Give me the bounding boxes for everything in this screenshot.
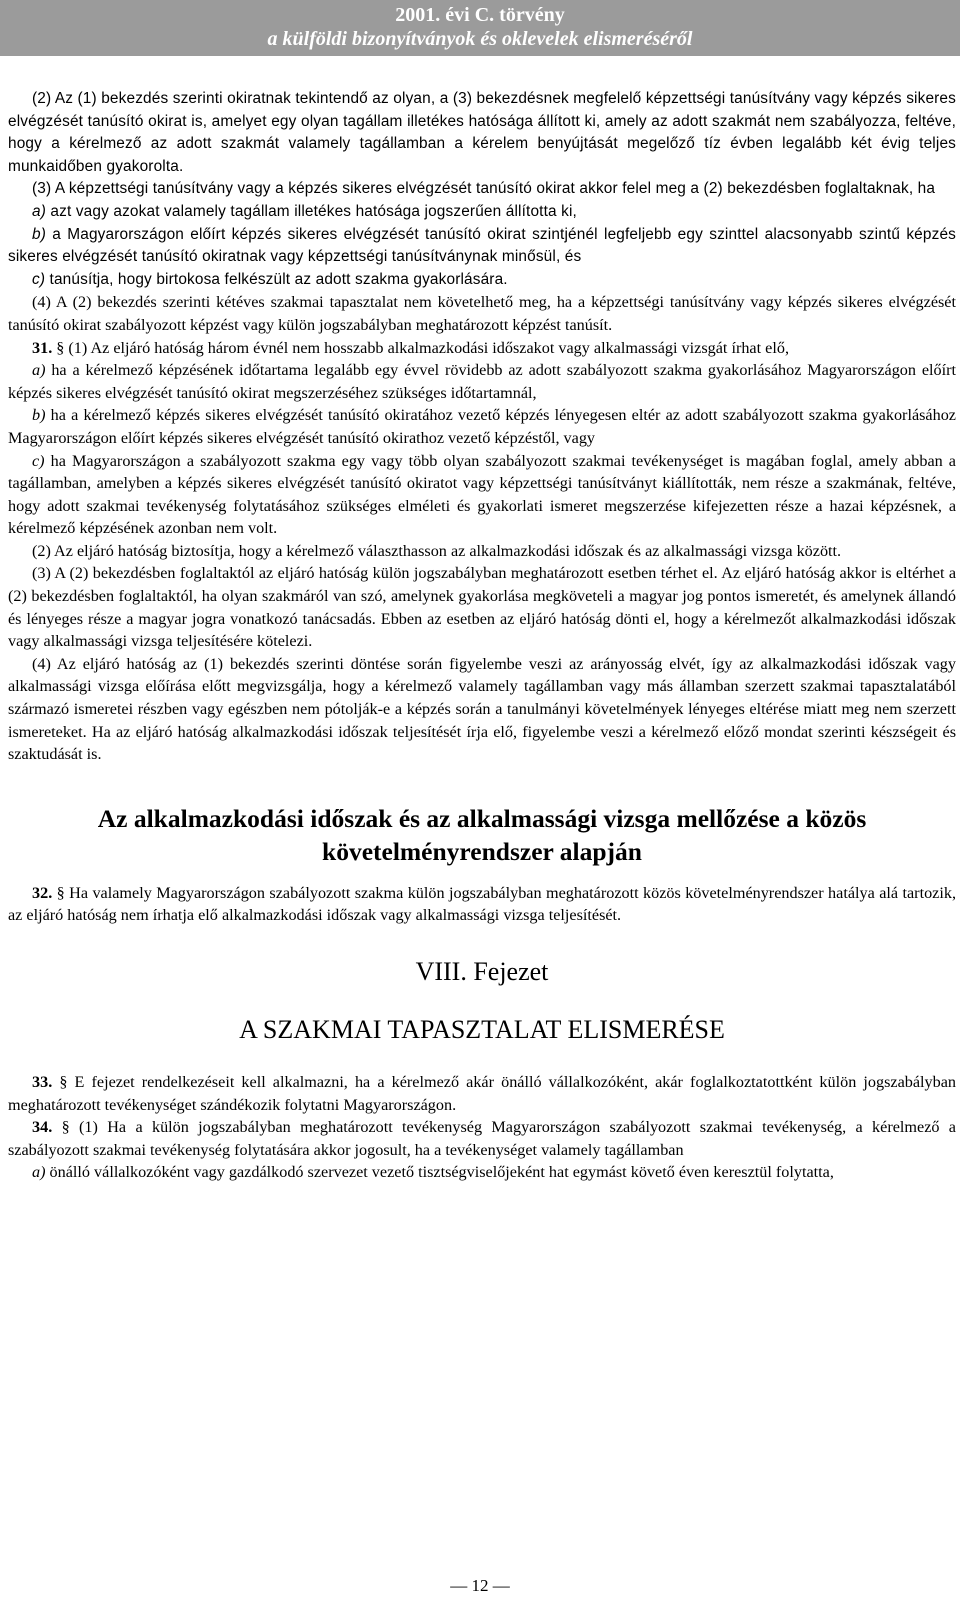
point-text: ha Magyarországon a szabályozott szakma egy vagy több olyan szabályozott szakmai tevékenységet is magában foglal, amely abban a tagállamban, amelyben a képzés sikeres elvégzését tanúsító okiratot vagy képzettségi tanúsítványt kiállították, nem része a szakmának, feltéve, hogy adott szakmai tevékenység folytatásához szükséges elméleti és gyakorlati ismeret megszerzése kifejezetten része a hazai képzésnek, a kérelmező képzésének azonban nem volt.	[8, 451, 956, 538]
point-label: b)	[32, 406, 46, 425]
point-text: a Magyarországon előírt képzés sikeres elvégzését tanúsító okirat szintjénél legfeljebb egy szinttel alacsonyabb szintű képzés sikeres elvégzését tanúsító okiratnak vagy képzettségi tanúsítványnak minősül, és	[8, 225, 956, 266]
point-c	[8, 269, 956, 292]
point-text: tanúsítja, hogy birtokosa felkészült az adott szakma gyakorlására.	[45, 270, 508, 288]
point-label: c)	[32, 451, 45, 470]
point-text: ha a kérelmező képzésének időtartama legalább egy évvel rövidebb az adott szabályozott szakma gyakorlásához Magyarországon előírt képzés sikeres elvégzését tanúsító okirat megszerzéséhez szükséges időtartamnál,	[8, 361, 956, 402]
point-label: b)	[32, 225, 46, 243]
section-33	[8, 1071, 956, 1116]
section-number: 33.	[32, 1073, 53, 1091]
point-b	[8, 224, 956, 269]
point-text: azt vagy azokat valamely tagállam illetékes hatósága jogszerűen állította ki,	[46, 202, 577, 220]
section-number: 31.	[32, 338, 53, 357]
section-text: § E fejezet rendelkezéseit kell alkalmazni, ha a kérelmező akár önálló vállalkozóként, akár foglalkoztatottként külön jogszabályban meghatározott tevékenységet szándékozik folytatni Magyarországon.	[8, 1073, 956, 1114]
page-number: — 12 —	[450, 1576, 510, 1595]
section-34-point-a	[8, 1161, 956, 1184]
paragraph-30-3: (3) A képzettségi tanúsítvány vagy a képzés sikeres elvégzését tanúsító okirat akkor felel meg a (2) bekezdésben foglaltaknak, ha	[32, 180, 936, 198]
section-31-3: (3) A (2) bekezdésben foglaltaktól az eljáró hatóság külön jogszabályban meghatározott esetben térhet el. Az eljáró hatóság akkor is eltérhet a (2) bekezdésben foglaltaktól, ha olyan szakmáról van szó, amelynek gyakorlása megköveteli a magyar jog pontos ismeretét, és amelynek állandó és lényeges része a magyar jogra vonatkozó tanácsadás. Ebben az esetben az eljáró hatóság dönti el, hogy a kérelmezőt alkalmazkodási időszak vagy alkalmassági vizsga teljesítésére kötelezi.	[8, 564, 956, 651]
section-number: 34.	[32, 1118, 53, 1137]
page-header	[0, 0, 960, 56]
section-31-2: (2) Az eljáró hatóság biztosítja, hogy a kérelmező választhasson az alkalmazkodási időszak és az alkalmassági vizsga között.	[32, 541, 842, 560]
section-32	[8, 882, 956, 927]
section-31-point-b	[8, 404, 956, 449]
document-body	[8, 88, 956, 1184]
section-text: § Ha valamely Magyarországon szabályozott szakma külön jogszabályban meghatározott közös követelményrendszer hatálya alá tartozik, az eljáró hatóság nem írhatja elő alkalmazkodási időszak vagy alkalmassági vizsga teljesítését.	[8, 883, 956, 925]
header-title: 2001. évi C. törvény	[395, 4, 565, 26]
point-label: a)	[32, 361, 46, 380]
point-label: c)	[32, 270, 46, 288]
section-text: § (1) Ha a külön jogszabályban meghatározott tevékenység Magyarországon szabályozott szakmai tevékenység, a kérelmező a szabályozott szakmai tevékenység folytatására akkor jogosult, ha a tevékenységet valamely tagállamban	[8, 1118, 956, 1159]
section-text: § (1) Az eljáró hatóság három évnél nem hosszabb alkalmazkodási időszakot vagy alkalmassági vizsgát írhat elő,	[52, 338, 789, 357]
header-subtitle: a külföldi bizonyítványok és oklevelek elismeréséről	[267, 28, 693, 50]
paragraph-30-4: (4) A (2) bekezdés szerinti kétéves szakmai tapasztalat nem követelhető meg, ha a képzettségi tanúsítvány vagy képzés sikeres elvégzését tanúsító okirat szabályozott képzést vagy külön jogszabályban meghatározott képzést tanúsít.	[8, 293, 956, 334]
point-text: önálló vállalkozóként vagy gazdálkodó szervezet vezető tisztségviselőjeként hat egymást követő éven keresztül folytatta,	[45, 1163, 834, 1182]
point-label: a)	[32, 1163, 46, 1182]
section-31-4: (4) Az eljáró hatóság az (1) bekezdés szerinti döntése során figyelembe veszi az arányosság elvét, így az alkalmazkodási időszak vagy alkalmassági vizsga előírása előtt megvizsgálja, hogy a kérelmező valamely tagállamban vagy más államban szerzett szakmai tapasztalatából származó ismeretei részben vagy egészben nem pótolják-e a képzés során a tanulmányi követelmények lényeges eltérése miatt meg nem szerzett ismereteket. Ha az eljáró hatóság alkalmazkodási időszak teljesítését írja elő, figyelembe veszi a kérelmező előző mondat szerinti készségeit és szaktudását is.	[8, 654, 956, 764]
section-heading: Az alkalmazkodási időszak és az alkalmassági vizsga mellőzése a közös követelményrendszer alapján	[97, 803, 867, 866]
paragraph-30-2: (2) Az (1) bekezdés szerinti okiratnak tekintendő az olyan, a (3) bekezdésnek megfelelő képzettségi tanúsítvány vagy képzés sikeres elvégzését tanúsító okirat is, amelyet egy olyan tagállam illetékes hatósága állított ki, amely az adott szakmát nem szabályozza, feltéve, hogy a kérelmező az adott szakmát valamely tagállamban a kérelem benyújtását megelőző tíz évben legalább két évig teljes munkaidőben gyakorolta.	[8, 90, 956, 175]
section-31-point-c	[8, 450, 956, 540]
point-text: ha a kérelmező képzés sikeres elvégzését tanúsító okiratához vezető képzés lényegesen eltér az adott szabályozott szakma gyakorlásához Magyarországon előírt képzés sikeres elvégzését tanúsító okirathoz vezető képzéstől, vagy	[8, 406, 956, 447]
section-number: 32.	[32, 883, 53, 902]
chapter-title: A SZAKMAI TAPASZTALAT ELISMERÉSE	[239, 1015, 725, 1044]
point-a	[8, 201, 956, 224]
chapter-number: VIII. Fejezet	[415, 957, 549, 986]
section-31	[8, 337, 956, 360]
section-34	[8, 1116, 956, 1161]
section-31-point-a	[8, 359, 956, 404]
point-label: a)	[32, 202, 46, 220]
